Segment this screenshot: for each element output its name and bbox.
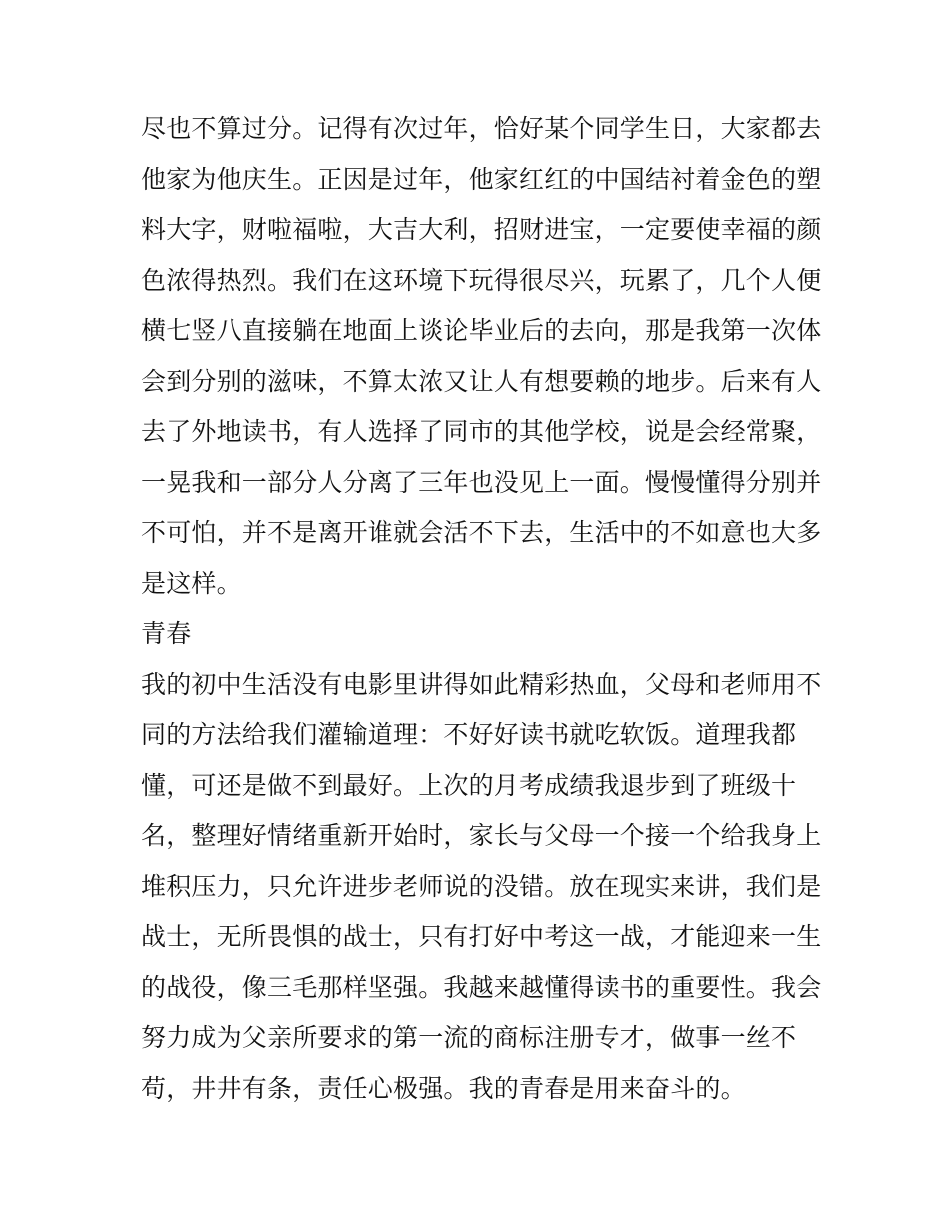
- paragraph-line: 名，整理好情绪重新开始时，家长与父母一个接一个给我身上: [141, 821, 822, 850]
- paragraph-line: 他家为他庆生。正因是过年，他家红红的中国结衬着金色的塑: [141, 164, 822, 194]
- paragraph-line: 会到分别的滋味，不算太浓又让人有想要赖的地步。后来有人: [141, 366, 822, 396]
- paragraph-line: 懂，可还是做不到最好。上次的月考成绩我退步到了班级十: [141, 770, 797, 800]
- paragraph-line: 战士，无所畏惧的战士，只有打好中考这一战，才能迎来一生: [141, 922, 822, 951]
- paragraph-line: 苟，井井有条，责任心极强。我的青春是用来奋斗的。: [141, 1073, 746, 1103]
- paragraph-line: 是这样。: [141, 568, 242, 598]
- document-body: [141, 104, 821, 1114]
- paragraph-line: 不可怕，并不是离开谁就会活不下去，生活中的不如意也大多: [141, 518, 822, 547]
- paragraph-line: 色浓得热烈。我们在这环境下玩得很尽兴，玩累了，几个人便: [141, 265, 822, 295]
- paragraph-line: 我的初中生活没有电影里讲得如此精彩热血，父母和老师用不: [141, 669, 822, 699]
- paragraph-line: 的战役，像三毛那样坚强。我越来越懂得读书的重要性。我会: [141, 972, 822, 1002]
- section-heading: 青春: [141, 619, 192, 648]
- paragraph-line: 堆积压力，只允许进步老师说的没错。放在现实来讲，我们是: [141, 871, 822, 901]
- paragraph-line: 同的方法给我们灌输道理：不好好读书就吃软饭。道理我都: [141, 720, 797, 749]
- paragraph-line: 尽也不算过分。记得有次过年，恰好某个同学生日，大家都去: [141, 114, 822, 143]
- paragraph-line: 料大字，财啦福啦，大吉大利，招财进宝，一定要使幸福的颜: [141, 215, 822, 244]
- paragraph-line: 努力成为父亲所要求的第一流的商标注册专才，做事一丝不: [141, 1023, 797, 1052]
- paragraph-line: 横七竖八直接躺在地面上谈论毕业后的去向，那是我第一次体: [141, 316, 822, 345]
- paragraph-line: 一晃我和一部分人分离了三年也没见上一面。慢慢懂得分别并: [141, 467, 822, 497]
- paragraph-line: 去了外地读书，有人选择了同市的其他学校，说是会经常聚，: [141, 417, 822, 446]
